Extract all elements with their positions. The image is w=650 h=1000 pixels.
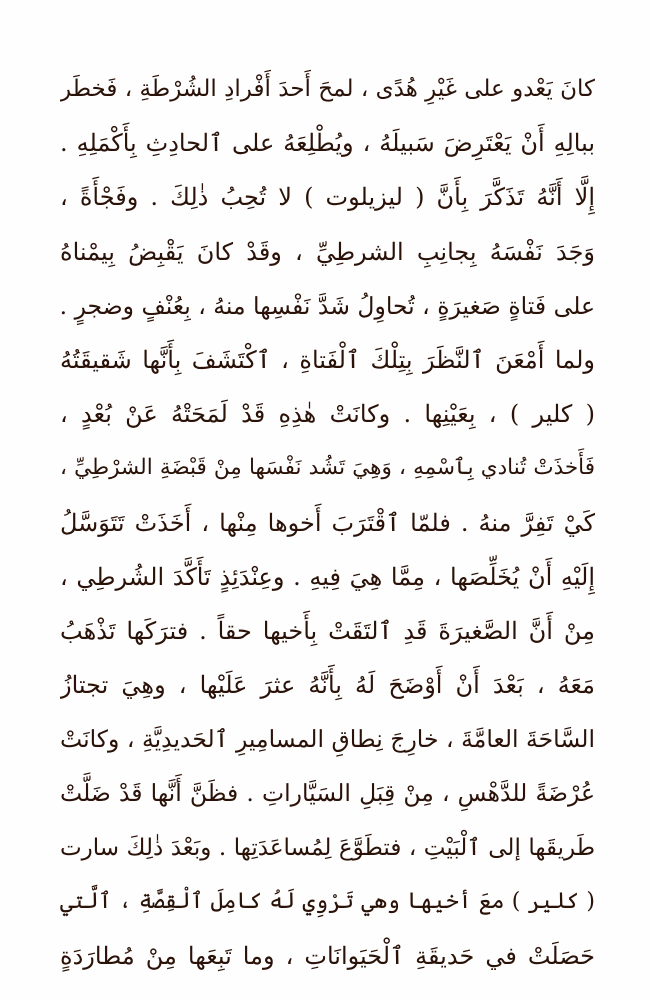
text-line: ( كلير ) معَ أخيها وهي تَرْوِي لَهُ كامِلَ ٱلْقِصَّةِ ، ٱلَّتي [60,888,595,914]
text-line: ( كلير ) ، بِعَيْنِها . وكانَتْ هٰذِهِ قَدْ لَمَحَتْهُ عَنْ بُعْدٍ ، [60,400,595,429]
text-line: طَريقَها إلى ٱلْبَيْتِ ، فتطَوَّعَ لِمُساعَدَتِها . وبَعْدَ ذٰلِكَ سارت [60,834,595,861]
text-line: السَّاحَةَ العامَّةَ ، خارِجَ نِطاقِ المسامِيرِ ٱلحَديدِيَّةِ ، وكانَتْ [60,725,595,754]
text-line: ببالِهِ أَنْ يَعْتَرِضَ سَبيلَهُ ، ويُطْلِعَهُ على ٱلحادِثِ بِأَكْمَلِهِ . [60,129,595,158]
text-line: إِلَيْهِ أَنْ يُخَلِّصَها ، مِمَّا هِيَ فِيهِ . وعِنْدَئِذٍ تَأَكَّدَ الشُرطِي ، [60,562,595,591]
text-line: إِلَّا أَنَّهُ تَذَكَّرَ بِأَنَّ ( ليزيلوت ) لا تُحِبُ ذٰلِكَ . وفَجْأَةً ، [60,183,595,212]
text-line: عُرْضَةً للدَّهْسِ ، مِنْ قِبَلِ السَيَّاراتِ . فظَنَّ أَنَّها قَدْ ضَلَّتْ [60,779,595,808]
text-line: مَعَهُ ، بَعْدَ أَنْ أَوْضَحَ لَهُ بِأَنَّهُ عثرَ عَلَيْها ، وهِيَ تجتازُ [60,671,595,700]
text-line: فَأَخذَتْ تُنادي بِٱسْمِهِ ، وَهِيَ تَشُد نَفْسَها مِنْ قَبْضَةِ الشرْطِيِّ ، [60,455,595,481]
text-line: كانَ يَعْدو على غَيْرِ هُدًى ، لمحَ أَحدَ أَفْرادِ الشُرْطَةِ ، فَخطَر [60,76,595,102]
text-line: على فَتاةٍ صَغيرَةٍ ، تُحاوِلُ شَدَّ نَفْسِها منهُ ، بِعُنْفٍ وضجرٍ . [60,291,595,320]
text-line: حَصَلَتْ في حَديقَةِ ٱلْحَيَوانَاتِ ، وما تَبِعَها مِنْ مُطارَدَةٍ [60,942,595,970]
text-line: وَجَدَ نَفْسَهُ بِجانِبِ الشرطِيِّ ، وقَدْ كانَ يَقْبِضُ بِيمْناهُ [60,237,595,266]
text-line: مِنْ أَنَّ الصَّغيرَةَ قَدِ ٱلتَقَتْ بِأَخيها حقاً . فترَكَها تَذْهَبُ [60,616,595,645]
text-line: ولما أَمْعَنَ ٱلنَّظَرَ بِتِلْكَ ٱلْفَتاةِ ، ٱكْتَشَفَ بِأَنَّها شَقيقَتُهُ [60,345,595,374]
text-line: كَيْ تَفِرَّ منهُ . فلمّا ٱقْتَرَبَ أَخوها مِنْها ، أَخَذَتْ تَتَوَسَّلُ [60,508,595,537]
body-text [60,62,595,983]
